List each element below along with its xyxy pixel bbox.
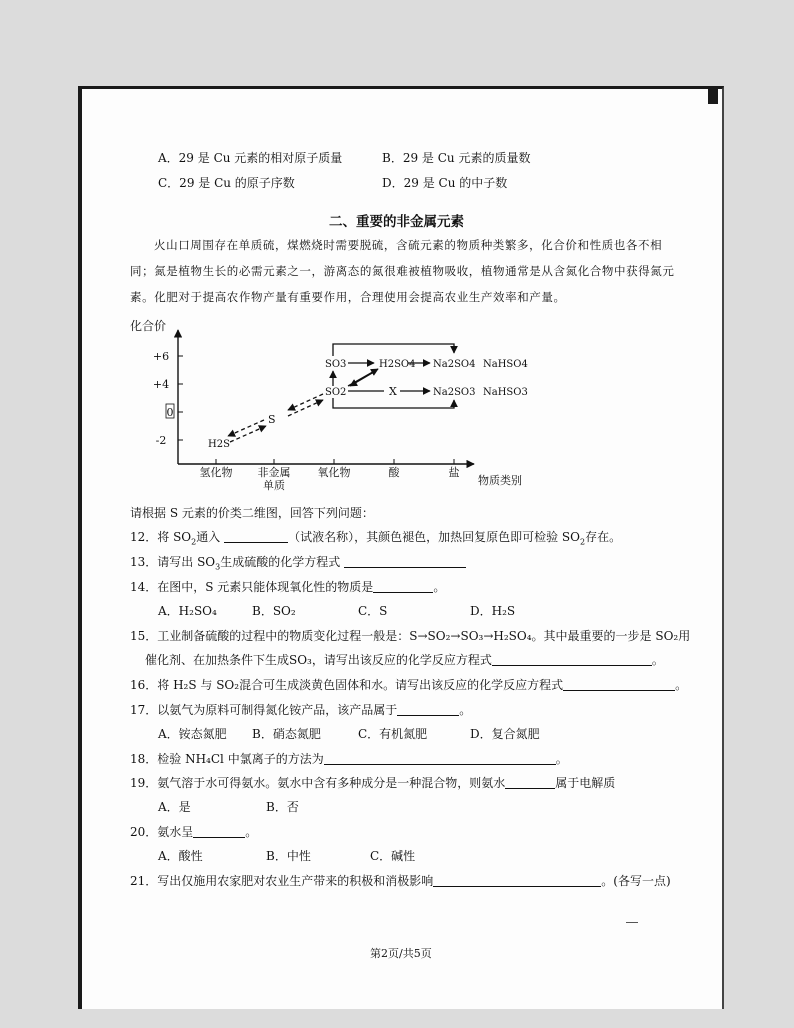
q19-option-b: B．否 <box>266 800 299 814</box>
q11-option-a: A．29 是 Cu 元素的相对原子质量 <box>158 151 343 165</box>
q20: 20．氨水呈 。 <box>130 825 258 839</box>
species-nahso3: NaHSO3 <box>483 387 528 398</box>
x-label-salt: 盐 <box>448 466 460 479</box>
q17: 17．以氨气为原料可制得氮化铵产品，该产品属于 。 <box>130 703 472 717</box>
chart-prompt: 请根据 S 元素的价类二维图，回答下列问题： <box>130 506 374 520</box>
q18-answer-blank[interactable] <box>324 752 556 765</box>
y-axis-title: 化合价 <box>130 319 167 333</box>
x-label-nonmetal: 非金属 <box>257 466 291 479</box>
q13-answer-blank[interactable] <box>344 555 466 568</box>
q19-answer-blank[interactable] <box>505 776 555 789</box>
x-label-acid: 酸 <box>388 466 400 479</box>
valence-class-diagram <box>128 316 548 494</box>
y-tick-plus4: +4 <box>152 378 170 391</box>
q17-option-b: B．硝态氮肥 <box>252 727 321 741</box>
y-tick-zero: 0 <box>166 406 174 419</box>
q19-option-a: A．是 <box>158 800 191 814</box>
scan-mark <box>708 86 718 104</box>
q16-answer-blank[interactable] <box>563 678 675 691</box>
species-s: S <box>268 413 276 426</box>
x-label-hydride: 氢化物 <box>199 466 233 479</box>
species-nahso4: NaHSO4 <box>483 359 528 370</box>
q15-answer-blank[interactable] <box>492 653 652 666</box>
q15-line2: 催化剂、在加热条件下生成SO₃，请写出该反应的化学反应方程式 。 <box>145 653 664 667</box>
q18: 18．检验 NH₄Cl 中氯离子的方法为 。 <box>130 752 568 766</box>
species-h2so4: H2SO4 <box>379 359 416 370</box>
q17-answer-blank[interactable] <box>397 703 459 716</box>
y-tick-plus6: +6 <box>152 350 170 363</box>
q14-option-b: B．SO₂ <box>252 604 296 618</box>
section-intro: 火山口周围存在单质硫，煤燃烧时需要脱硫，含硫元素的物质种类繁多，化合价和性质也各不相同；氮是植物生长的必需元素之一，游离态的氮很难被植物吸收，植物通常是从含氮化合物中获得氮元素。化肥对于提高农作物产量有重要作用，合理使用会提高农业生产效率和产量。 <box>130 238 675 304</box>
scan-dash <box>626 922 638 923</box>
q12: 12．将 $SO_2$通入 （试液名称），其颜色褪色，加热回复原色即可检验 $SO_2$存在。 <box>130 530 622 547</box>
q11-option-b: B．29 是 Cu 元素的质量数 <box>382 151 531 165</box>
section-title: 二、重要的非金属元素 <box>329 214 464 230</box>
q16: 16．将 H₂S 与 SO₂混合可生成淡黄色固体和水。请写出该反应的化学反应方程式 。 <box>130 678 688 692</box>
q12-answer-blank[interactable] <box>224 530 288 543</box>
q13: 13．请写出 $SO_3$生成硫酸的化学方程式 <box>130 554 466 575</box>
q11-option-d: D．29 是 Cu 的中子数 <box>382 176 508 190</box>
q17-option-c: C．有机氮肥 <box>358 727 428 741</box>
species-so3: SO3 <box>325 359 347 370</box>
species-h2s: H2S <box>208 439 230 450</box>
q19: 19．氨气溶于水可得氨水。氨水中含有多种成分是一种混合物，则氨水 属于电解质 <box>130 776 616 790</box>
q14-option-a: A．H₂SO₄ <box>158 604 217 618</box>
q14-option-d: D．H₂S <box>470 604 516 618</box>
x-axis-title: 物质类别 <box>478 474 522 487</box>
q20-option-a: A．酸性 <box>158 849 203 863</box>
q14: 14．在图中，S 元素只能体现氧化性的物质是 。 <box>130 580 446 594</box>
q21: 21．写出仅施用农家肥对农业生产带来的积极和消极影响 。(各写一点) <box>130 874 671 888</box>
q14-option-c: C．S <box>358 604 388 618</box>
q20-option-b: B．中性 <box>266 849 311 863</box>
q17-option-a: A．铵态氮肥 <box>158 727 227 741</box>
species-x: X <box>389 385 397 398</box>
x-label-oxide: 氧化物 <box>317 466 351 479</box>
q11-option-c: C．29 是 Cu 的原子序数 <box>158 176 295 190</box>
species-na2so4: Na2SO4 <box>433 359 476 370</box>
species-so2: SO2 <box>325 387 347 398</box>
species-na2so3: Na2SO3 <box>433 387 476 398</box>
q20-answer-blank[interactable] <box>193 825 245 838</box>
q20-option-c: C．碱性 <box>370 849 416 863</box>
x-label-element: 单质 <box>263 479 285 492</box>
y-tick-minus2: -2 <box>155 434 167 447</box>
q15-line1: 15．工业制备硫酸的过程中的物质变化过程一般是：S→SO₂→SO₃→H₂SO₄。其中最重要的一步是 SO₂用 <box>130 629 691 643</box>
page-footer: 第2页/共5页 <box>370 947 432 960</box>
q21-answer-blank[interactable] <box>433 874 601 887</box>
q14-answer-blank[interactable] <box>373 580 433 593</box>
q17-option-d: D．复合氮肥 <box>470 727 540 741</box>
